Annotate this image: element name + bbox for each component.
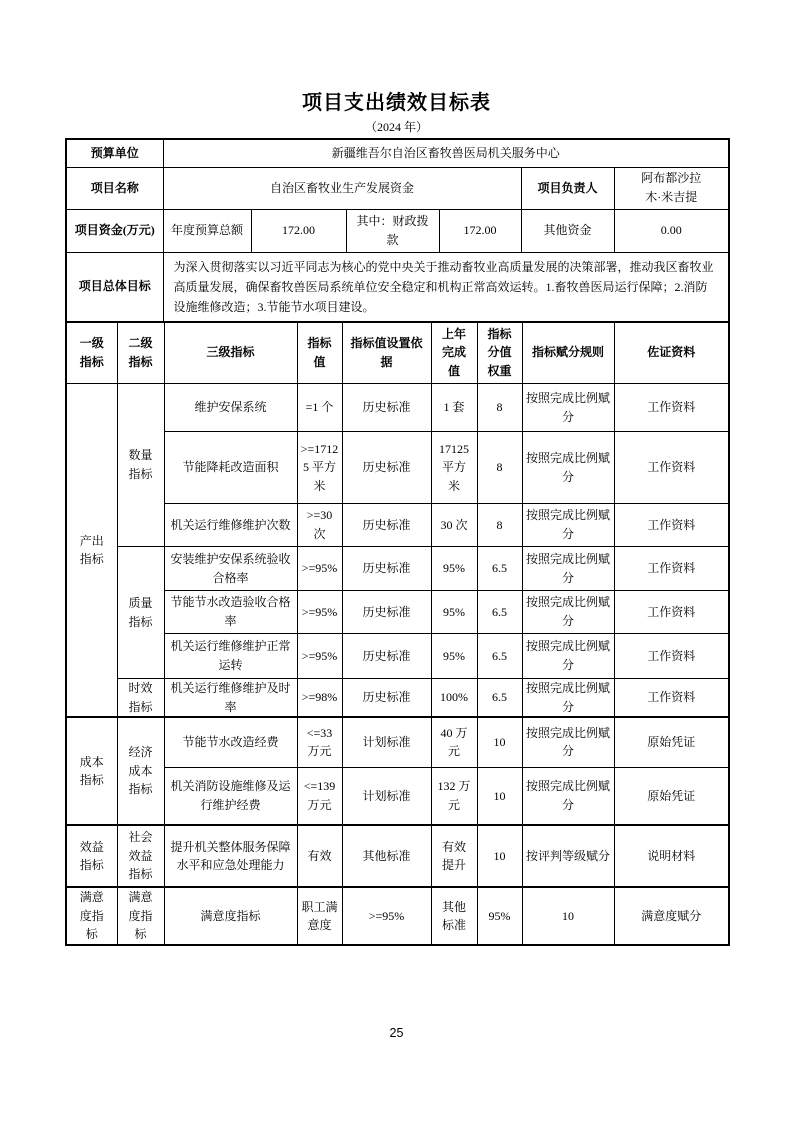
- value-cell: >=95%: [297, 547, 342, 591]
- rule-cell: 按照完成比例赋分: [522, 504, 614, 547]
- weight-cell: 6.5: [477, 634, 522, 679]
- basis-cell: 历史标准: [342, 634, 431, 679]
- indicator-row: [66, 384, 729, 432]
- header-level2: 二级指标: [117, 322, 164, 384]
- page-number: 25: [389, 1026, 404, 1040]
- value-cell: 职工满意度: [297, 887, 342, 945]
- evidence-cell: 说明材料: [614, 825, 729, 887]
- basis-cell: 历史标准: [342, 547, 431, 591]
- project-name-row: [66, 167, 729, 209]
- evidence-cell: 工作资料: [614, 432, 729, 504]
- indicator-row: [66, 634, 729, 679]
- prev-year-cell: 17125 平方米: [431, 432, 477, 504]
- indicator-row: [66, 679, 729, 718]
- indicator-row: [66, 717, 729, 767]
- indicator-row: [66, 767, 729, 825]
- level3-cell: 节能节水改造验收合格率: [164, 591, 297, 634]
- project-leader-value: 阿布都沙拉木·米吉提: [614, 167, 729, 209]
- weight-cell: 95%: [477, 887, 522, 945]
- indicator-row: [66, 591, 729, 634]
- indicator-row: [66, 887, 729, 945]
- overall-goal-label: 项目总体目标: [66, 252, 163, 322]
- project-name-label: 项目名称: [66, 167, 163, 209]
- value-cell: >=95%: [297, 634, 342, 679]
- value-cell: >=17125 平方米: [297, 432, 342, 504]
- indicator-row: [66, 504, 729, 547]
- value-cell: 有效: [297, 825, 342, 887]
- other-funds-label: 其他资金: [521, 209, 614, 252]
- prev-year-cell: 100%: [431, 679, 477, 718]
- evidence-cell: 工作资料: [614, 679, 729, 718]
- indicator-table: [65, 321, 730, 947]
- weight-cell: 10: [477, 825, 522, 887]
- basis-cell: 历史标准: [342, 432, 431, 504]
- rule-cell: 按照完成比例赋分: [522, 717, 614, 767]
- level3-cell: 机关消防设施维修及运行维护经费: [164, 767, 297, 825]
- header-prev-year: 上年完成值: [431, 322, 477, 384]
- header-value: 指标值: [297, 322, 342, 384]
- level3-cell: 节能降耗改造面积: [164, 432, 297, 504]
- rule-cell: 按照完成比例赋分: [522, 547, 614, 591]
- level3-cell: 机关运行维修维护次数: [164, 504, 297, 547]
- prev-year-cell: 95%: [431, 547, 477, 591]
- level3-cell: 维护安保系统: [164, 384, 297, 432]
- budget-unit-value: 新疆维吾尔自治区畜牧兽医局机关服务中心: [163, 139, 729, 167]
- document-title: 项目支出绩效目标表: [302, 92, 491, 114]
- fiscal-allocation-value: 172.00: [439, 209, 521, 252]
- level2-cell: 满意度指标: [117, 887, 164, 945]
- fiscal-allocation-label: 其中：财政拨款: [346, 209, 439, 252]
- other-funds-value: 0.00: [614, 209, 729, 252]
- evidence-cell: 工作资料: [614, 547, 729, 591]
- level1-cell: 效益指标: [66, 825, 117, 887]
- indicator-row: [66, 432, 729, 504]
- value-cell: <=139 万元: [297, 767, 342, 825]
- prev-year-cell: 其他标准: [431, 887, 477, 945]
- weight-cell: 6.5: [477, 547, 522, 591]
- header-evidence: 佐证资料: [614, 322, 729, 384]
- level2-cell: 数量指标: [117, 384, 164, 547]
- project-leader-label: 项目负责人: [521, 167, 614, 209]
- weight-cell: 6.5: [477, 679, 522, 718]
- basis-cell: 历史标准: [342, 384, 431, 432]
- basis-cell: >=95%: [342, 887, 431, 945]
- evidence-cell: 原始凭证: [614, 767, 729, 825]
- weight-cell: 8: [477, 432, 522, 504]
- evidence-cell: 工作资料: [614, 591, 729, 634]
- weight-cell: 8: [477, 384, 522, 432]
- header-weight: 指标分值权重: [477, 322, 522, 384]
- rule-cell: 按照完成比例赋分: [522, 432, 614, 504]
- prev-year-cell: 132 万元: [431, 767, 477, 825]
- document-subtitle: （2024 年）: [364, 120, 428, 134]
- budget-unit-label: 预算单位: [66, 139, 163, 167]
- rule-cell: 10: [522, 887, 614, 945]
- rule-cell: 按照完成比例赋分: [522, 384, 614, 432]
- budget-unit-row: [66, 139, 729, 167]
- basis-cell: 历史标准: [342, 679, 431, 718]
- value-cell: >=98%: [297, 679, 342, 718]
- indicator-header-row: [66, 322, 729, 384]
- value-cell: >=95%: [297, 591, 342, 634]
- rule-cell: 按照完成比例赋分: [522, 591, 614, 634]
- level2-cell: 质量指标: [117, 547, 164, 679]
- level1-cell: 满意度指标: [66, 887, 117, 945]
- overall-goal-row: [66, 252, 729, 322]
- prev-year-cell: 95%: [431, 591, 477, 634]
- indicator-row: [66, 547, 729, 591]
- header-level1: 一级指标: [66, 322, 117, 384]
- funds-label: 项目资金(万元): [66, 209, 163, 252]
- rule-cell: 按照完成比例赋分: [522, 679, 614, 718]
- basis-cell: 历史标准: [342, 591, 431, 634]
- evidence-cell: 工作资料: [614, 384, 729, 432]
- annual-budget-value: 172.00: [251, 209, 346, 252]
- prev-year-cell: 40 万元: [431, 717, 477, 767]
- level3-cell: 安装维护安保系统验收合格率: [164, 547, 297, 591]
- value-cell: =1 个: [297, 384, 342, 432]
- project-name-value: 自治区畜牧业生产发展资金: [163, 167, 521, 209]
- prev-year-cell: 1 套: [431, 384, 477, 432]
- basis-cell: 计划标准: [342, 717, 431, 767]
- rule-cell: 按照完成比例赋分: [522, 767, 614, 825]
- basis-cell: 其他标准: [342, 825, 431, 887]
- rule-cell: 按评判等级赋分: [522, 825, 614, 887]
- weight-cell: 6.5: [477, 591, 522, 634]
- level1-cell: 成本指标: [66, 717, 117, 825]
- level3-cell: 满意度指标: [164, 887, 297, 945]
- level3-cell: 机关运行维修维护及时率: [164, 679, 297, 718]
- prev-year-cell: 30 次: [431, 504, 477, 547]
- level1-cell: 产出指标: [66, 384, 117, 718]
- value-cell: <=33 万元: [297, 717, 342, 767]
- value-cell: >=30 次: [297, 504, 342, 547]
- project-info-table: [65, 138, 730, 323]
- prev-year-cell: 95%: [431, 634, 477, 679]
- evidence-cell: 原始凭证: [614, 717, 729, 767]
- weight-cell: 10: [477, 717, 522, 767]
- evidence-cell: 工作资料: [614, 634, 729, 679]
- overall-goal-value: 为深入贯彻落实以习近平同志为核心的党中央关于推动畜牧业高质量发展的决策部署，推动我区畜牧业高质量发展，确保畜牧兽医局系统单位安全稳定和机构正常高效运转。1.畜牧兽医局运行保障；2.消防设施维修改造；3.节能节水项目建设。: [163, 252, 729, 322]
- weight-cell: 8: [477, 504, 522, 547]
- level3-cell: 节能节水改造经费: [164, 717, 297, 767]
- project-funds-row: [66, 209, 729, 252]
- prev-year-cell: 有效提升: [431, 825, 477, 887]
- level2-cell: 时效指标: [117, 679, 164, 718]
- basis-cell: 历史标准: [342, 504, 431, 547]
- level3-cell: 机关运行维修维护正常运转: [164, 634, 297, 679]
- basis-cell: 计划标准: [342, 767, 431, 825]
- level2-cell: 经济成本指标: [117, 717, 164, 825]
- weight-cell: 10: [477, 767, 522, 825]
- evidence-cell: 工作资料: [614, 504, 729, 547]
- header-basis: 指标值设置依据: [342, 322, 431, 384]
- tables-container: [65, 138, 728, 946]
- header-level3: 三级指标: [164, 322, 297, 384]
- header-rule: 指标赋分规则: [522, 322, 614, 384]
- indicator-row: [66, 825, 729, 887]
- level2-cell: 社会效益指标: [117, 825, 164, 887]
- level3-cell: 提升机关整体服务保障水平和应急处理能力: [164, 825, 297, 887]
- evidence-cell: 满意度赋分: [614, 887, 729, 945]
- annual-budget-label: 年度预算总额: [163, 209, 251, 252]
- rule-cell: 按照完成比例赋分: [522, 634, 614, 679]
